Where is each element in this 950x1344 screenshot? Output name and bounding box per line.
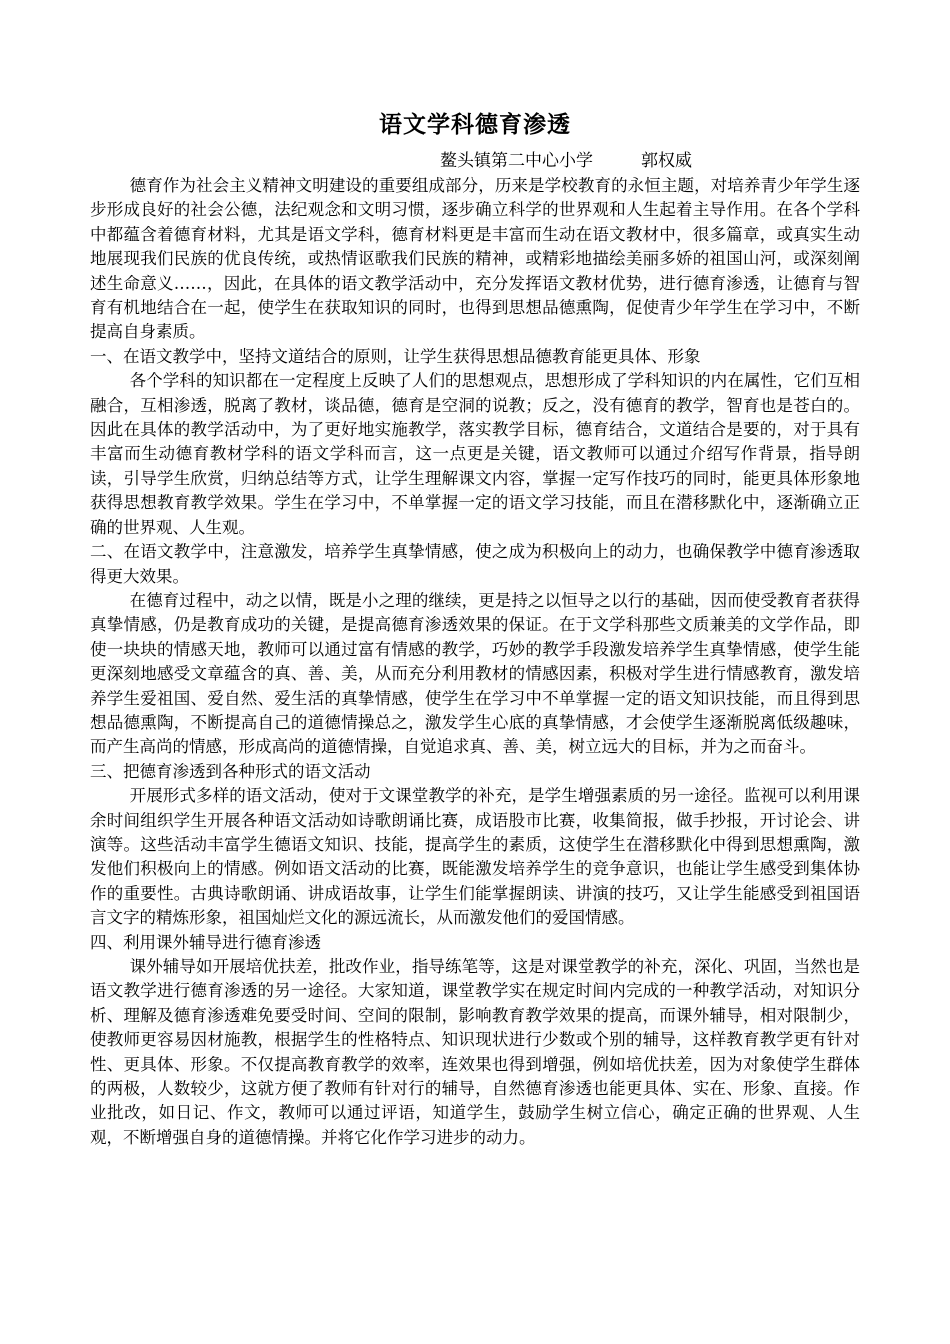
document-title: 语文学科德育渗透 <box>379 111 571 138</box>
byline <box>440 149 692 173</box>
school-name: 鳌头镇第二中心小学 <box>440 151 593 171</box>
intro-paragraph: 德育作为社会主义精神文明建设的重要组成部分，历来是学校教育的永恒主题，对培养青少年学生逐步形成良好的社会公德，法纪观念和文明习惯，逐步确立科学的世界观和人生起着主导作用。在各个学科中都蕴含着德育材料，尤其是语文学科，德育材料更是丰富而生动在语文教材中，很多篇章，或真实生动地展现我们民族的优良传统，或热情讴歌我们民族的精神，或精彩地描绘美丽多娇的祖国山河，或深刻阐述生命意义……，因此，在具体的语文教学活动中，充分发挥语文教材优势，进行德育渗透，让德育与智育有机地结合在一起，使学生在获取知识的同时，也得到思想品德熏陶，促使青少年学生在学习中，不断提高自身素质。 <box>90 176 860 342</box>
section-body-3: 开展形式多样的语文活动，使对于文课堂教学的补充，是学生增强素质的另一途径。监视可以利用课余时间组织学生开展各种语文活动如诗歌朗诵比赛，成语股市比赛，收集简报，做手抄报，开讨论会、讲演等。这些活动丰富学生德语文知识、技能，提高学生的素质，这使学生在潜移默化中得到思想熏陶，激发他们积极向上的情感。例如语文活动的比赛，既能激发培养学生的竞争意识，也能让学生感受到集体协作的重要性。古典诗歌朗诵、讲成语故事，让学生们能掌握朗读、讲演的技巧，又让学生能感受到祖国语言文字的精炼形象，祖国灿烂文化的源远流长，从而激发他们的爱国情感。 <box>90 786 860 928</box>
section-heading-2: 二、在语文教学中，注意激发，培养学生真挚情感，使之成为积极向上的动力，也确保教学中德育渗透取得更大效果。 <box>90 542 860 586</box>
author-name: 郭权威 <box>641 151 692 171</box>
section-body-1: 各个学科的知识都在一定程度上反映了人们的思想观点，思想形成了学科知识的内在属性，它们互相融合，互相渗透，脱离了教材，谈品德，德育是空洞的说教；反之，没有德育的教学，智育也是苍白的。因此在具体的教学活动中，为了更好地实施教学，落实教学目标，德育结合，文道结合是要的，对于具有丰富而生动德育教材学科的语文学科而言，这一点更是关键，语文教师可以通过介绍写作背景，指导朗读，引导学生欣赏，归纳总结等方式，让学生理解课文内容，掌握一定写作技巧的同时，能更具体形象地获得思想教育教学效果。学生在学习中，不单掌握一定的语文学习技能，而且在潜移默化中，逐渐确立正确的世界观、人生观。 <box>90 371 860 537</box>
section-heading-1: 一、在语文教学中，坚持文道结合的原则，让学生获得思想品德教育能更具体、形象 <box>90 346 701 366</box>
section-heading-3: 三、把德育渗透到各种形式的语文活动 <box>90 761 371 781</box>
section-body-2: 在德育过程中，动之以情，既是小之理的继续，更是持之以恒导之以行的基础，因而使受教育者获得真挚情感，仍是教育成功的关键，是提高德育渗透效果的保证。在于文学科那些文质兼美的文学作品，即使一块块的情感天地，教师可以通过富有情感的教学，巧妙的教学手段激发培养学生真挚情感，使学生能更深刻地感受文章蕴含的真、善、美，从而充分利用教材的情感因素，积极对学生进行情感教育，激发培养学生爱祖国、爱自然、爱生活的真挚情感，使学生在学习中不单掌握一定的语文知识技能，而且得到思想品德熏陶，不断提高自己的道德情操总之，激发学生心底的真挚情感，才会使学生逐渐脱离低级趣味，而产生高尚的情感，形成高尚的道德情操，自觉追求真、善、美，树立远大的目标，并为之而奋斗。 <box>90 590 860 757</box>
section-body-4: 课外辅导如开展培优扶差，批改作业，指导练笔等，这是对课堂教学的补充，深化、巩固，当然也是语文教学进行德育渗透的另一途径。大家知道，课堂教学实在规定时间内完成的一种教学活动，对知识分析、理解及德育渗透难免要受时间、空间的限制，影响教育教学效果的提高，而课外辅导，相对限制少，使教师更容易因材施教，根据学生的性格特点、知识现状进行少数或个别的辅导，这样教育教学更有针对性、更具体、形象。不仅提高教育教学的效率，连效果也得到增强，例如培优扶差，因为对象使学生群体的两极，人数较少，这就方便了教师有针对行的辅导，自然德育渗透也能更具体、实在、形象、直接。作业批改，如日记、作文，教师可以通过评语，知道学生，鼓励学生树立信心，确定正确的世界观、人生观，不断增强自身的道德情操。并将它化作学习进步的动力。 <box>90 957 860 1147</box>
section-heading-4: 四、利用课外辅导进行德育渗透 <box>90 932 321 952</box>
document-body <box>90 174 860 1150</box>
